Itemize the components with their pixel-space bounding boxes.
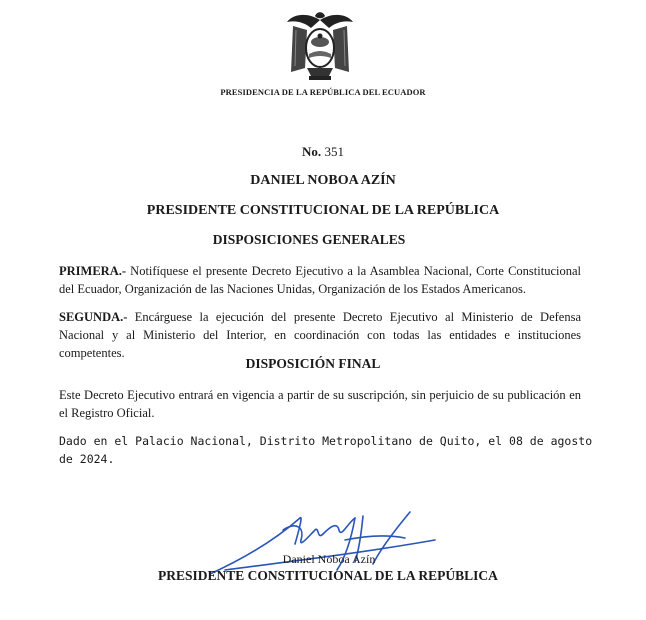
final-provision-text: Este Decreto Ejecutivo entrará en vigencia a partir de su suscripción, sin perjuicio de su publicación en el Registro Oficial. bbox=[59, 388, 581, 420]
provision-first-text: Notifíquese el presente Decreto Ejecutivo a la Asamblea Nacional, Corte Constitucional del Ecuador, Organización de las Naciones Unidas, Organización de los Estados Americanos. bbox=[59, 264, 581, 296]
provision-second bbox=[59, 308, 581, 362]
provision-first bbox=[59, 262, 581, 298]
president-name: DANIEL NOBOA AZÍN bbox=[250, 173, 396, 188]
provision-first-lead: PRIMERA.- bbox=[59, 264, 127, 278]
general-provisions-heading: DISPOSICIONES GENERALES bbox=[212, 232, 406, 247]
decree-number-label: No. bbox=[302, 144, 322, 159]
final-provision-heading: DISPOSICIÓN FINAL bbox=[245, 356, 381, 371]
institution-header: PRESIDENCIA DE LA REPÚBLICA DEL ECUADOR bbox=[220, 87, 426, 97]
decree-number-value: 351 bbox=[324, 144, 344, 159]
signer-title: PRESIDENTE CONSTITUCIONAL DE LA REPÚBLICA bbox=[158, 568, 498, 583]
decree-number bbox=[0, 144, 646, 160]
provision-second-text: Encárguese la ejecución del presente Decreto Ejecutivo al Ministerio de Defensa Nacional y al Ministerio del Interior, en coordinación con todas las entidades e instituciones competentes. bbox=[59, 310, 581, 360]
president-title: PRESIDENTE CONSTITUCIONAL DE LA REPÚBLICA bbox=[146, 203, 500, 218]
provision-second-lead: SEGUNDA.- bbox=[59, 310, 128, 324]
given-at-statement: Dado en el Palacio Nacional, Distrito Metropolitano de Quito, el 08 de agosto de 2024. bbox=[59, 434, 593, 466]
signer-name: Daniel Noboa Azín bbox=[282, 552, 376, 566]
coat-of-arms-emblem bbox=[285, 8, 355, 84]
